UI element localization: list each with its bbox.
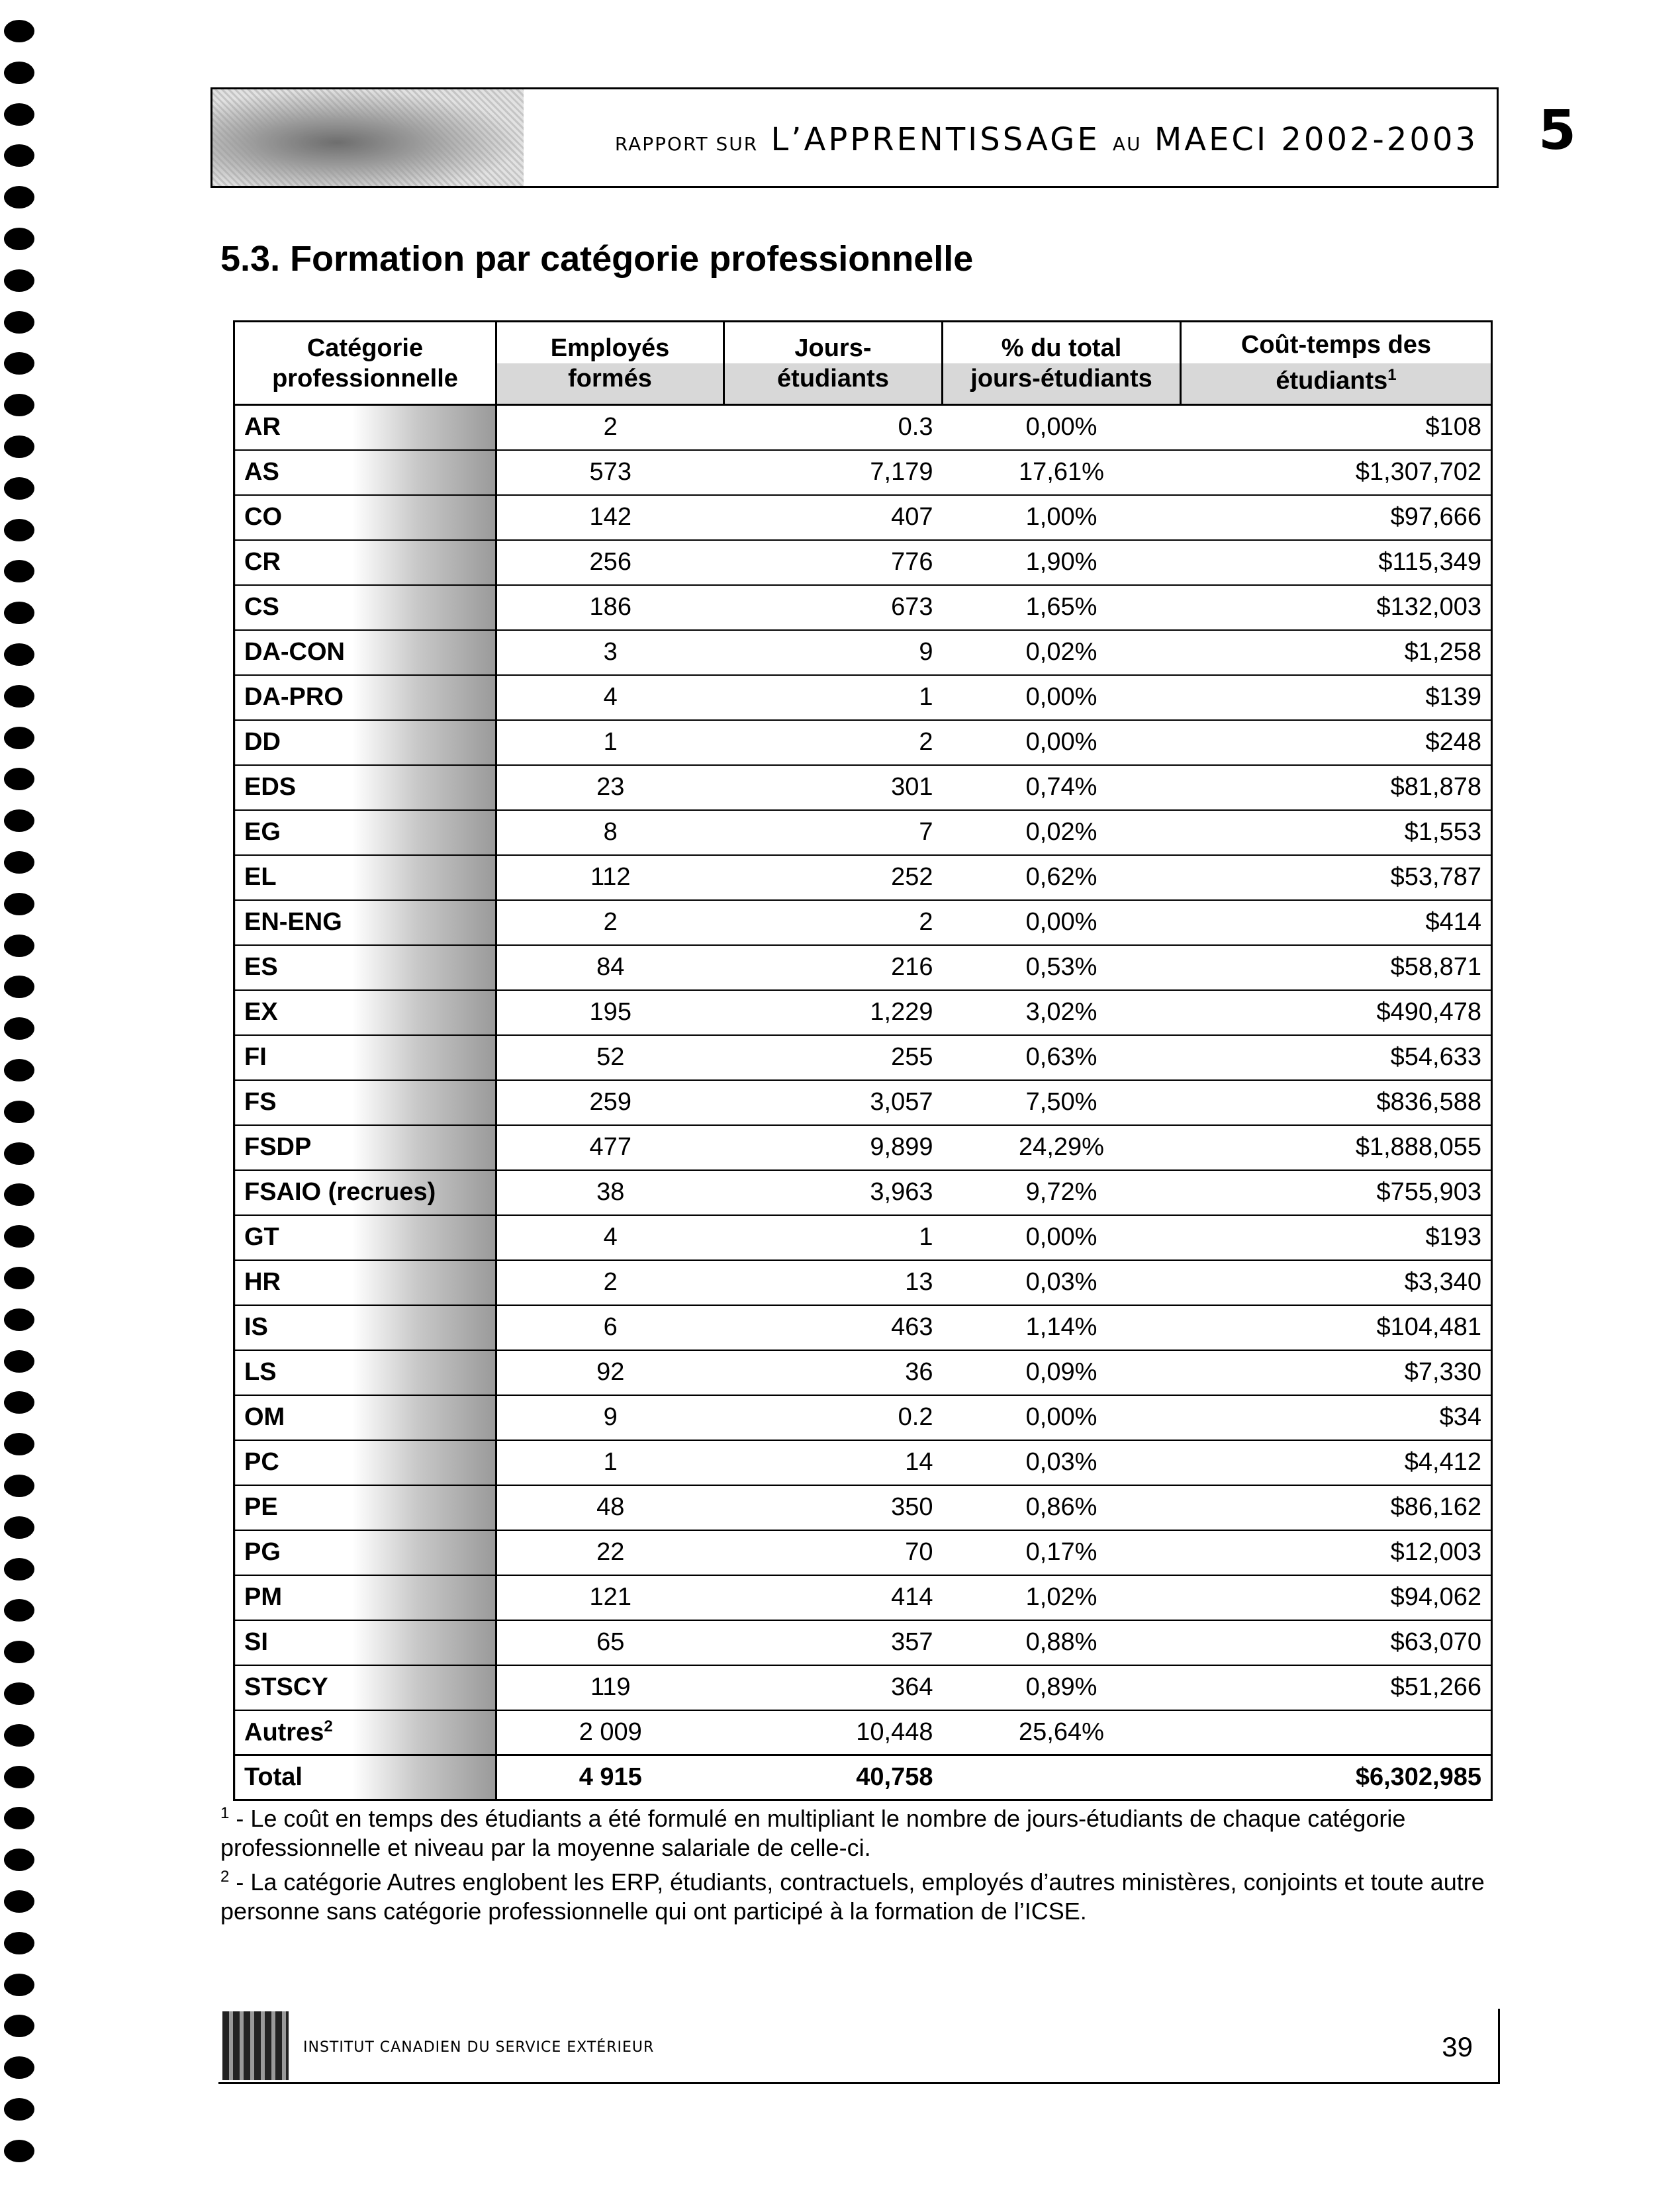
table-row (234, 1440, 1492, 1485)
cell-pct: 7,50% (943, 1080, 1181, 1125)
binding-hole (4, 435, 34, 458)
cell-category: DA-CON (234, 630, 496, 675)
cell-employees: 4 (496, 1215, 724, 1260)
binding-hole (4, 1391, 34, 1414)
cell-pct: 0,53% (943, 945, 1181, 990)
cell-pct: 0,89% (943, 1665, 1181, 1710)
page-header (210, 87, 1499, 188)
table-row (234, 765, 1492, 810)
cell-days: 216 (724, 945, 943, 990)
binding-hole (4, 685, 34, 708)
cell-pct: 1,00% (943, 495, 1181, 540)
training-by-category-table (233, 320, 1493, 1801)
header-title-part1: RAPPORT SUR (614, 133, 759, 155)
cell-pct: 0,74% (943, 765, 1181, 810)
binding-hole (4, 602, 34, 624)
cell-employees: 119 (496, 1665, 724, 1710)
header-employees-line1: Employés (550, 334, 670, 362)
cell-days: 70 (724, 1530, 943, 1575)
autres-footnote-marker: 2 (324, 1717, 333, 1735)
cell-days: 463 (724, 1305, 943, 1350)
cell-days: 2 (724, 900, 943, 945)
cell-category: DD (234, 720, 496, 765)
cell-cost: $1,258 (1181, 630, 1492, 675)
cell-employees: 2 009 (496, 1710, 724, 1755)
table-row (234, 1530, 1492, 1575)
binding-hole (4, 2015, 34, 2037)
cell-pct: 17,61% (943, 450, 1181, 495)
header-category (234, 322, 496, 405)
binding-hole (4, 1558, 34, 1580)
cell-employees: 22 (496, 1530, 724, 1575)
cell-cost: $58,871 (1181, 945, 1492, 990)
binding-hole (4, 477, 34, 500)
binding-hole (4, 1766, 34, 1788)
cell-category: EDS (234, 765, 496, 810)
binding-hole (4, 643, 34, 666)
binding-hole (4, 1807, 34, 1829)
binding-holes (4, 20, 44, 2177)
header-title-part4: MAECI (1154, 121, 1269, 158)
cell-cost: $7,330 (1181, 1350, 1492, 1395)
table-row (234, 1485, 1492, 1530)
table-row (234, 1350, 1492, 1395)
cell-cost: $12,003 (1181, 1530, 1492, 1575)
binding-hole (4, 1682, 34, 1705)
chapter-number: 5 (1538, 99, 1577, 162)
table-row-autres (234, 1710, 1492, 1755)
binding-hole (4, 186, 34, 208)
cell-category: Total (234, 1755, 496, 1800)
header-days-line2: étudiants (777, 364, 889, 392)
binding-hole (4, 727, 34, 749)
cell-pct (943, 1755, 1181, 1800)
binding-hole (4, 62, 34, 84)
cell-cost: $108 (1181, 405, 1492, 450)
binding-hole (4, 144, 34, 167)
cell-pct: 0,00% (943, 720, 1181, 765)
cell-category: STSCY (234, 1665, 496, 1710)
cell-category: EL (234, 855, 496, 900)
cell-employees: 6 (496, 1305, 724, 1350)
institute-logo (222, 2011, 289, 2080)
cell-category: EG (234, 810, 496, 855)
page-footer (218, 2009, 1500, 2084)
binding-hole (4, 809, 34, 832)
cell-pct: 9,72% (943, 1170, 1181, 1215)
table-row (234, 1395, 1492, 1440)
cell-pct: 0,00% (943, 1215, 1181, 1260)
cell-cost: $132,003 (1181, 585, 1492, 630)
page-number: 39 (1442, 2031, 1473, 2062)
table-body (234, 405, 1492, 1800)
header-employees-line2: formés (568, 364, 652, 392)
cell-cost: $53,787 (1181, 855, 1492, 900)
cell-cost: $1,307,702 (1181, 450, 1492, 495)
binding-hole (4, 1267, 34, 1289)
cell-pct: 0,02% (943, 630, 1181, 675)
header-employees (496, 322, 724, 405)
header-pct (943, 322, 1181, 405)
cell-cost: $139 (1181, 675, 1492, 720)
cell-days: 1 (724, 1215, 943, 1260)
cell-pct: 0,86% (943, 1485, 1181, 1530)
cell-pct: 0,88% (943, 1620, 1181, 1665)
binding-hole (4, 2098, 34, 2121)
binding-hole (4, 1724, 34, 1747)
cell-employees: 1 (496, 1440, 724, 1485)
cell-pct: 0,02% (943, 810, 1181, 855)
cell-employees: 259 (496, 1080, 724, 1125)
table-row (234, 900, 1492, 945)
binding-hole (4, 1101, 34, 1123)
cell-cost: $490,478 (1181, 990, 1492, 1035)
binding-hole (4, 2140, 34, 2162)
table-row-total (234, 1755, 1492, 1800)
cell-category: EX (234, 990, 496, 1035)
cell-pct: 0,00% (943, 675, 1181, 720)
cell-days: 40,758 (724, 1755, 943, 1800)
header-days-line1: Jours- (794, 334, 872, 362)
footnotes (220, 1799, 1518, 1926)
header-cost-line1: Coût-temps des (1240, 331, 1432, 359)
cell-category: HR (234, 1260, 496, 1305)
cell-pct: 0,00% (943, 900, 1181, 945)
cell-category: PE (234, 1485, 496, 1530)
cell-days: 414 (724, 1575, 943, 1620)
header-maple-leaf-image (212, 89, 524, 186)
cell-days: 3,057 (724, 1080, 943, 1125)
table-row (234, 630, 1492, 675)
cell-employees: 1 (496, 720, 724, 765)
table-row (234, 1305, 1492, 1350)
cell-cost: $63,070 (1181, 1620, 1492, 1665)
cell-cost: $51,266 (1181, 1665, 1492, 1710)
cell-pct: 0,63% (943, 1035, 1181, 1080)
cell-pct: 1,02% (943, 1575, 1181, 1620)
cell-category: ES (234, 945, 496, 990)
binding-hole (4, 1433, 34, 1455)
table-row (234, 1170, 1492, 1215)
cell-category: FSDP (234, 1125, 496, 1170)
cell-cost: $34 (1181, 1395, 1492, 1440)
cell-pct: 3,02% (943, 990, 1181, 1035)
cell-category: AR (234, 405, 496, 450)
binding-hole (4, 935, 34, 957)
binding-hole (4, 1641, 34, 1663)
binding-hole (4, 1059, 34, 1081)
cell-cost: $248 (1181, 720, 1492, 765)
header-pct-line1: % du total (1001, 334, 1122, 362)
table-row (234, 720, 1492, 765)
table-row (234, 450, 1492, 495)
cell-days: 10,448 (724, 1710, 943, 1755)
cell-cost: $193 (1181, 1215, 1492, 1260)
cell-days: 14 (724, 1440, 943, 1485)
cell-employees: 4 (496, 675, 724, 720)
footnote-1 (220, 1799, 1518, 1862)
cell-employees: 121 (496, 1575, 724, 1620)
cell-employees: 477 (496, 1125, 724, 1170)
cell-cost: $115,349 (1181, 540, 1492, 585)
cell-pct: 0,03% (943, 1260, 1181, 1305)
header-category-line2: professionnelle (272, 364, 458, 392)
binding-hole (4, 311, 34, 334)
cell-days: 9 (724, 630, 943, 675)
autres-label: Autres (244, 1718, 324, 1747)
header-days (724, 322, 943, 405)
binding-hole (4, 1890, 34, 1913)
cell-days: 255 (724, 1035, 943, 1080)
cell-cost: $81,878 (1181, 765, 1492, 810)
cell-cost: $6,302,985 (1181, 1755, 1492, 1800)
table-row (234, 1665, 1492, 1710)
table-row (234, 810, 1492, 855)
cell-cost: $104,481 (1181, 1305, 1492, 1350)
cell-cost: $94,062 (1181, 1575, 1492, 1620)
table-header-row (234, 322, 1492, 405)
cell-employees: 92 (496, 1350, 724, 1395)
binding-hole (4, 1017, 34, 1040)
table-row (234, 1080, 1492, 1125)
cell-days: 1 (724, 675, 943, 720)
footnote-2 (220, 1862, 1518, 1926)
cell-employees: 38 (496, 1170, 724, 1215)
cell-employees: 65 (496, 1620, 724, 1665)
header-cost-line2: étudiants (1276, 367, 1388, 395)
binding-hole (4, 1225, 34, 1248)
training-table-container (233, 320, 1491, 1801)
cell-days: 364 (724, 1665, 943, 1710)
binding-hole (4, 20, 34, 42)
binding-hole (4, 768, 34, 790)
cell-cost: $755,903 (1181, 1170, 1492, 1215)
cell-pct: 1,14% (943, 1305, 1181, 1350)
cell-cost: $3,340 (1181, 1260, 1492, 1305)
cell-category: CS (234, 585, 496, 630)
cell-days: 36 (724, 1350, 943, 1395)
cell-days: 301 (724, 765, 943, 810)
binding-hole (4, 2056, 34, 2079)
header-pct-line2: jours-étudiants (970, 364, 1152, 392)
cell-pct: 0,00% (943, 1395, 1181, 1440)
cell-employees: 142 (496, 495, 724, 540)
binding-hole (4, 1475, 34, 1497)
footnote-2-text: - La catégorie Autres englobent les ERP, étudiants, contractuels, employés d’autres ministères, conjoints et toute autre personne sans catégorie professionnelle qui ont participé à la formation de l’ICSE. (220, 1868, 1485, 1925)
cell-days: 673 (724, 585, 943, 630)
cell-cost: $836,588 (1181, 1080, 1492, 1125)
cell-employees: 23 (496, 765, 724, 810)
cell-employees: 186 (496, 585, 724, 630)
binding-hole (4, 1350, 34, 1373)
cell-days: 9,899 (724, 1125, 943, 1170)
table-row (234, 675, 1492, 720)
cell-category: CR (234, 540, 496, 585)
cell-employees: 573 (496, 450, 724, 495)
cell-days: 350 (724, 1485, 943, 1530)
cell-pct: 1,65% (943, 585, 1181, 630)
cell-days: 357 (724, 1620, 943, 1665)
cell-employees: 3 (496, 630, 724, 675)
cell-pct: 0,62% (943, 855, 1181, 900)
cell-pct: 0,17% (943, 1530, 1181, 1575)
cell-days: 407 (724, 495, 943, 540)
cell-category: PC (234, 1440, 496, 1485)
table-row (234, 1125, 1492, 1170)
cell-days: 0.2 (724, 1395, 943, 1440)
binding-hole (4, 1974, 34, 1996)
binding-hole (4, 1516, 34, 1539)
binding-hole (4, 519, 34, 541)
binding-hole (4, 352, 34, 375)
cell-employees: 48 (496, 1485, 724, 1530)
binding-hole (4, 103, 34, 126)
cell-days: 7 (724, 810, 943, 855)
cell-category: PM (234, 1575, 496, 1620)
cell-pct: 1,90% (943, 540, 1181, 585)
cell-employees: 9 (496, 1395, 724, 1440)
binding-hole (4, 1183, 34, 1206)
section-title: 5.3. Formation par catégorie professionnelle (220, 239, 974, 279)
cell-category: PG (234, 1530, 496, 1575)
cell-category: FS (234, 1080, 496, 1125)
binding-hole (4, 1599, 34, 1622)
binding-hole (4, 1308, 34, 1331)
cell-category: FI (234, 1035, 496, 1080)
cell-pct: 25,64% (943, 1710, 1181, 1755)
binding-hole (4, 394, 34, 416)
binding-hole (4, 976, 34, 998)
header-title (615, 121, 1478, 158)
table-row (234, 1575, 1492, 1620)
cell-employees: 112 (496, 855, 724, 900)
cell-employees: 2 (496, 1260, 724, 1305)
cell-days: 2 (724, 720, 943, 765)
cell-category: IS (234, 1305, 496, 1350)
cell-category: CO (234, 495, 496, 540)
cell-employees: 52 (496, 1035, 724, 1080)
cell-cost: $86,162 (1181, 1485, 1492, 1530)
cell-cost: $97,666 (1181, 495, 1492, 540)
table-row (234, 1035, 1492, 1080)
cell-employees: 195 (496, 990, 724, 1035)
cell-employees: 8 (496, 810, 724, 855)
institute-name: INSTITUT CANADIEN DU SERVICE EXTÉRIEUR (303, 2039, 655, 2056)
cell-category: FSAIO (recrues) (234, 1170, 496, 1215)
table-row (234, 540, 1492, 585)
cell-category: DA-PRO (234, 675, 496, 720)
cell-category: GT (234, 1215, 496, 1260)
cell-employees: 2 (496, 405, 724, 450)
binding-hole (4, 851, 34, 874)
cell-employees: 256 (496, 540, 724, 585)
cell-employees: 4 915 (496, 1755, 724, 1800)
table-row (234, 495, 1492, 540)
cell-pct: 24,29% (943, 1125, 1181, 1170)
cell-category: EN-ENG (234, 900, 496, 945)
footnote-1-text: - Le coût en temps des étudiants a été formulé en multipliant le nombre de jours-étudiants de chaque catégorie professionnelle et niveau par la moyenne salariale de celle-ci. (220, 1805, 1406, 1861)
table-row (234, 405, 1492, 450)
cell-days: 252 (724, 855, 943, 900)
footnote-2-marker: 2 (220, 1868, 230, 1886)
cell-category: AS (234, 450, 496, 495)
binding-hole (4, 1142, 34, 1165)
cell-cost: $54,633 (1181, 1035, 1492, 1080)
cell-cost: $1,888,055 (1181, 1125, 1492, 1170)
cell-employees: 84 (496, 945, 724, 990)
header-title-part5: 2002-2003 (1281, 121, 1478, 158)
cell-days: 0.3 (724, 405, 943, 450)
table-row (234, 585, 1492, 630)
header-cost (1181, 322, 1492, 405)
binding-hole (4, 1849, 34, 1871)
cell-cost: $1,553 (1181, 810, 1492, 855)
binding-hole (4, 269, 34, 292)
cell-category (234, 1710, 496, 1755)
cell-days: 7,179 (724, 450, 943, 495)
cell-pct: 0,09% (943, 1350, 1181, 1395)
cell-cost: $414 (1181, 900, 1492, 945)
cell-category: OM (234, 1395, 496, 1440)
cell-days: 13 (724, 1260, 943, 1305)
cell-days: 3,963 (724, 1170, 943, 1215)
cell-cost (1181, 1710, 1492, 1755)
binding-hole (4, 1932, 34, 1954)
cell-pct: 0,00% (943, 405, 1181, 450)
table-row (234, 855, 1492, 900)
table-row (234, 1620, 1492, 1665)
table-row (234, 1260, 1492, 1305)
cell-category: SI (234, 1620, 496, 1665)
cell-category: LS (234, 1350, 496, 1395)
cell-employees: 2 (496, 900, 724, 945)
footnote-1-marker: 1 (220, 1804, 230, 1822)
binding-hole (4, 228, 34, 250)
binding-hole (4, 560, 34, 582)
header-category-line1: Catégorie (306, 334, 424, 362)
cell-days: 1,229 (724, 990, 943, 1035)
table-row (234, 945, 1492, 990)
header-cost-footnote-marker: 1 (1387, 366, 1397, 385)
cell-cost: $4,412 (1181, 1440, 1492, 1485)
header-title-part2: L’APPRENTISSAGE (770, 121, 1100, 158)
cell-days: 776 (724, 540, 943, 585)
header-title-part3: AU (1112, 133, 1142, 155)
table-row (234, 990, 1492, 1035)
cell-pct: 0,03% (943, 1440, 1181, 1485)
binding-hole (4, 893, 34, 915)
table-row (234, 1215, 1492, 1260)
